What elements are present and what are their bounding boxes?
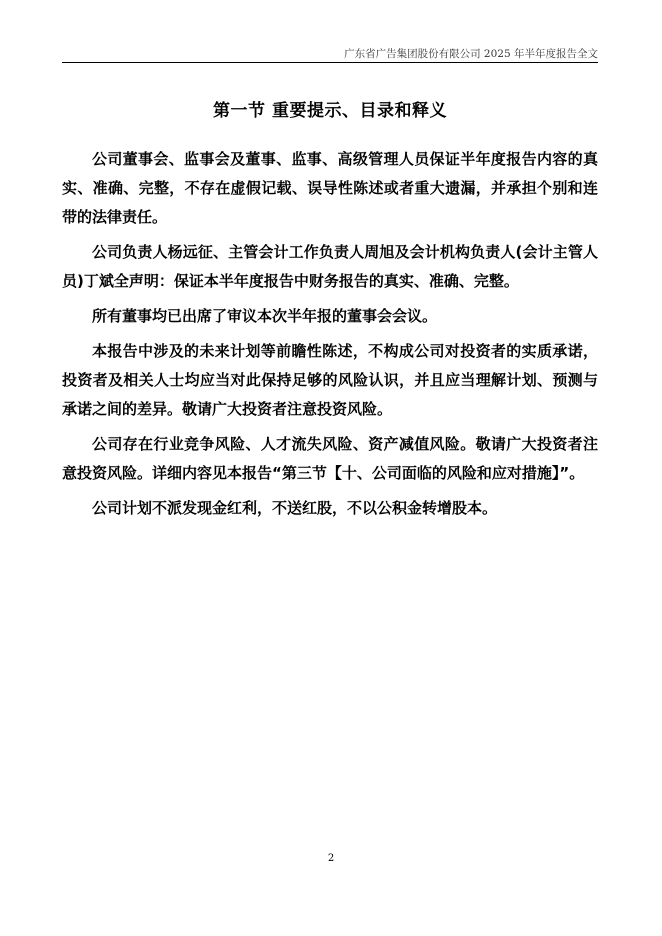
paragraph-risks: 公司存在行业竞争风险、人才流失风险、资产减值风险。敬请广大投资者注意投资风险。详细内容见本报告“第三节【十、公司面临的风险和应对措施】”。: [62, 435, 598, 482]
section-title: 第一节 重要提示、目录和释义: [213, 101, 447, 121]
page-header: [62, 44, 598, 63]
body-text: [62, 145, 598, 529]
paragraph-accuracy-guarantee: 公司董事会、监事会及董事、监事、高级管理人员保证半年度报告内容的真实、准确、完整，不存在虚假记载、误导性陈述或者重大遗漏，并承担个别和连带的法律责任。: [62, 150, 598, 226]
page-number: 2: [327, 853, 335, 864]
header-title: 广东省广告集团股份有限公司 2025 年半年度报告全文: [344, 48, 598, 60]
paragraph-responsible-persons: 公司负责人杨远征、主管会计工作负责人周旭及会计机构负责人(会计主管人员)丁斌全声明：保证本半年度报告中财务报告的真实、准确、完整。: [62, 243, 598, 290]
paragraph-board-attendance: 所有董事均已出席了审议本次半年报的董事会会议。: [92, 307, 438, 325]
paragraph-forward-looking: 本报告中涉及的未来计划等前瞻性陈述，不构成公司对投资者的实质承诺，投资者及相关人士均应当对此保持足够的风险认识，并且应当理解计划、预测与承诺之间的差异。敬请广大投资者注意投资风险。: [62, 342, 598, 418]
paragraph-dividend-plan: 公司计划不派发现金红利，不送红股，不以公积金转增股本。: [92, 499, 498, 517]
